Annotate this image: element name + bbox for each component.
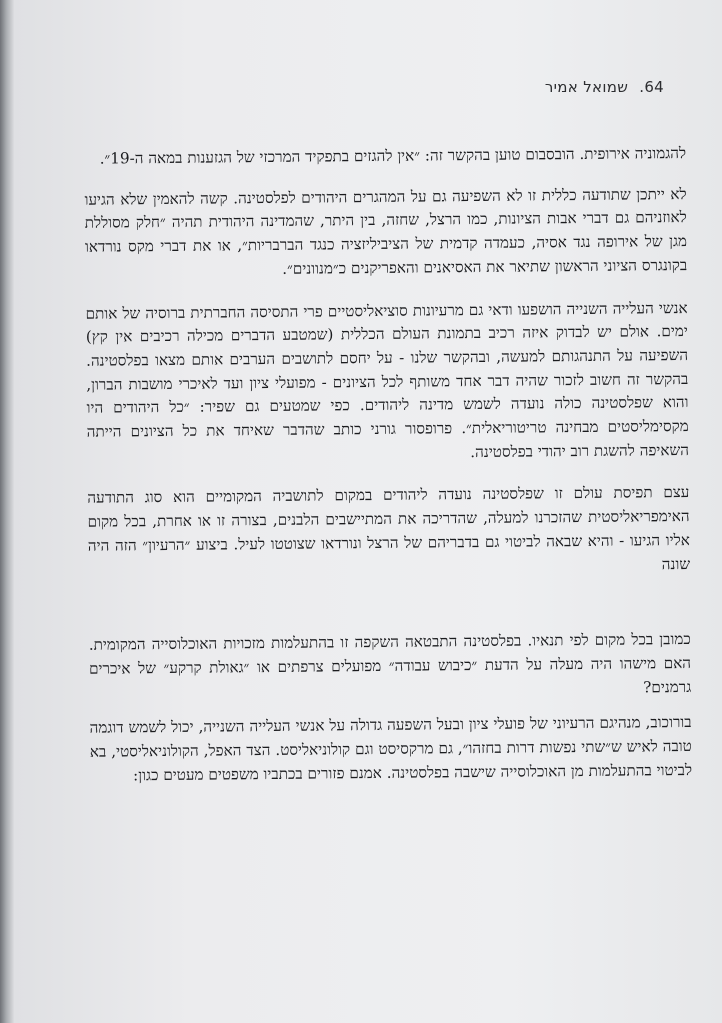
paragraph: להגמוניה אירופית. הובסבום טוען בהקשר זה: ״אין להגזים בתפקיד המרכזי של הגזענות במאה ה-19״. [99, 143, 687, 168]
author-name: שמואל אמיר [544, 78, 629, 96]
page-number: 64. [639, 78, 664, 96]
running-header [545, 78, 664, 96]
body-text [84, 142, 692, 788]
paragraph: אנשי העלייה השנייה הושפעו ודאי גם מרעיונות סוציאליסטיים פרי התסיסה החברתית ברוסיה של אותם ימים. אולם יש לבדוק איזה רכיב בתמונת העולם הכללית (שמטבע הדברים מכילה רכיבים אין קץ) השפיעה על התנהגותם למעשה, ובהקשר שלנו - על יחסם לתושבים הערבים אותם מצאו בפלסטינה. בהקשר זה חשוב לזכור שהיה דבר אחד משותף לכל הציונים - מפועלי ציון ועד לאיכרי מושבות הברון, והוא שפלסטינה כולה נועדה לשמש מדינה ליהודים. כפי שמטעים גם שפיר: ״כל היהודים היו מקסימליסטים מבחינה טריטוריאלית״. פרופסור גורני כותב שהדבר שאיחד את כל הציונים הייתה השאיפה להשגת רוב יהודי בפלסטינה. [85, 298, 690, 461]
paragraph: עצם תפיסת עולם זו שפלסטינה נועדה ליהודים במקום לתושביה המקומיים הוא סוג התודעה האימפריאליסטית שהזכרנו למעלה, שהדריכה את המתיישבים הלבנים, בצורה זו או אחרת, בכל מקום אליו הגיעו - והיא שבאה לביטוי גם בדבריהם של הרצל ונורדאו שצוטטו לעיל. ביצוע ״הרעיון״ הזה היה שונה [87, 483, 691, 573]
book-page [14, 0, 722, 1023]
book-binding-shadow [0, 0, 14, 1023]
paragraph: כמובן בכל מקום לפי תנאיו. בפלסטינה התבטאה השקפה זו בהתעלמות מזכויות האוכלוסייה המקומית. האם מישהו היה מעלה על הדעת ״כיבוש עבודה״ מפועלים צרפתים או ״גאולת קרקע״ של איכרים גרמנים? [88, 630, 692, 697]
paragraph: בורוכוב, מנהיגם הרעיוני של פועלי ציון ובעל השפעה גדולה על אנשי העלייה השנייה, יכול לשמש דוגמה טובה לאיש ש״שתי נפשות דרות בחזהו״, גם מרקסיסט וגם קולוניאליסט. הצד האפל, הקולוניאליסטי, בא לביטוי בהתעלמות מן האוכלוסייה שישבה בפלסטינה. אמנם פזורים בכתביו משפטים מעטים כגון: [89, 713, 693, 785]
paragraph: לא ייתכן שתודעה כללית זו לא השפיעה גם על המהגרים היהודים לפלסטינה. קשה להאמין שלא הגיעו לאוזניהם גם דברי אבות הציונות, כמו הרצל, שחזה, בין היתר, שהמדינה היהודית תהיה ״חלק מסוללת מגן של אירופה נגד אסיה, כעמדה קדמית של הציביליזציה כנגד הברבריות״, או את דברי מקס נורדאו בקונגרס הציוני הראשון שתיאר את האסיאנים והאפריקנים כ״מנוונים״. [84, 184, 688, 278]
